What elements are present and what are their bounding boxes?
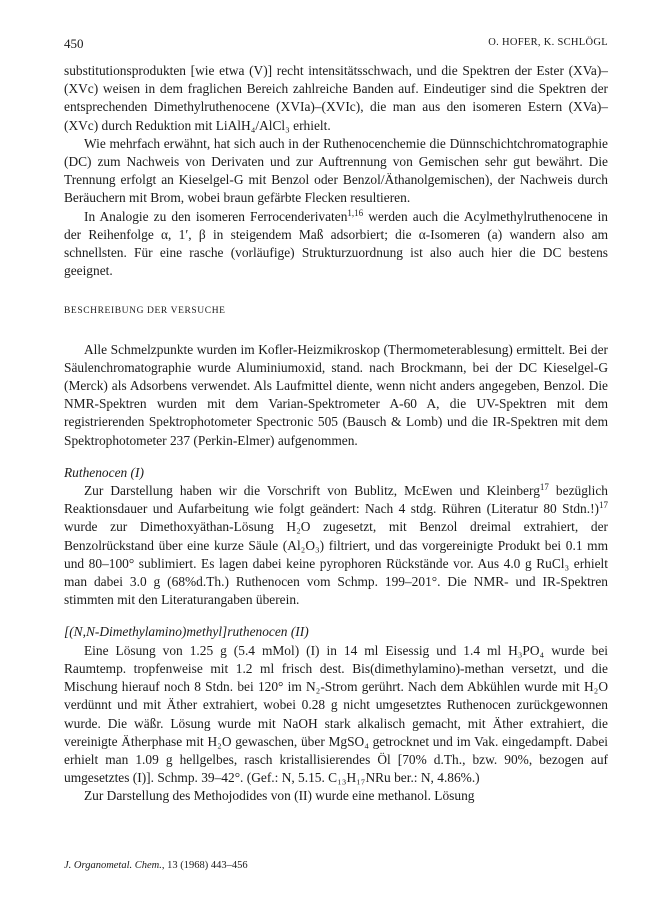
running-authors: O. HOFER, K. SCHLÖGL xyxy=(488,37,608,48)
ruthenocen-text-3: wurde zur Dimethoxyäthan-Lösung H₂O zugesetzt, mit Benzol dreimal extrahiert, der Benzolrückstand über eine kurze Säule (Al₂O₃) filtriert, und das vorgereinigte Produkt bei 0.1 mm und 80–100° sublimiert. Es lagen dabei keine pyrophoren Rückstände vor. Aus 4.0 g RuCl₃ erhielt man dabei 3.0 g (68%d.Th.) Ruthenocen vom Schmp. 199–201°. Die NMR- und IR-Spektren stimmten mit den Literaturangaben überein. xyxy=(64,519,608,608)
adsorption-text-a: In Analogie zu den isomeren Ferrocenderivaten xyxy=(84,208,348,224)
reference-marker: 1,16 xyxy=(347,207,364,218)
page-number: 450 xyxy=(64,36,84,51)
journal-reference: , 13 (1968) 443–456 xyxy=(161,860,248,871)
paragraph-compound-ii: Eine Lösung von 1.25 g (5.4 mMol) (I) in 14 ml Eisessig und 1.4 ml H₃PO₄ wurde bei Raumtemp. tropfenweise mit 1.2 ml frisch dest. Bis(dimethylamino)-methan versetzt, und die Mischung hierauf noch 8 Stdn. bei 120° im N₂-Strom gerührt. Nach dem Abkühlen wurde mit H₂O verdünnt und mit Äther extrahiert, wobei 0.28 g nicht umgesetztes Ruthenocen zurückgewonnen wurde. Die wäßr. Lösung wurde mit NaOH stark alkalisch gemacht, mit Äther extrahiert, die vereinigte Ätherphase mit H₂O gewaschen, über MgSO₄ getrocknet und im Vak. eingedampft. Dabei erhielt man 1.09 g hellgelbes, rasch kristallisierendes Öl [70% d.Th., bzw. 90%, bezogen auf umgesetztes (I)]. Schmp. 39–42°. (Gef.: N, 5.15. C₁₃H₁₇NRu ber.: N, 4.86%.) xyxy=(64,642,608,786)
paragraph-spectra: substitutionsprodukten [wie etwa (V)] recht intensitätsschwach, und die Spektren der Ester (XVa)–(XVc) weisen in dem fraglichen Bereich zahlreiche Banden auf. Eindeutiger sind die Spektren der entsprechenden Dimethylruthenocene (XVIa)–(XVIc), die man aus den isomeren Estern (XVa)–(XVc) durch Reduktion mit LiAlH₄/AlCl₃ erhielt. xyxy=(64,63,608,133)
ruthenocen-text-1: Zur Darstellung haben wir die Vorschrift von Bublitz, McEwen und Kleinberg xyxy=(84,483,540,499)
journal-name: J. Organometal. Chem. xyxy=(64,860,162,871)
journal-footer xyxy=(64,860,248,871)
ruthenocen-text-2: bezüglich Reaktionsdauer und Aufarbeitung wie folgt geändert: Nach 4 stdg. Rühren (Literatur 80 Stdn.!) xyxy=(64,483,608,517)
paragraph-tlc: Wie mehrfach erwähnt, hat sich auch in der Ruthenocenchemie die Dünnschichtchromatographie (DC) zum Nachweis von Derivaten und zur Auftrennung von Gemischen sehr gut bewährt. Die Trennung erfolgt an Kieselgel-G mit Benzol oder Benzol/Äthanolgemischen), der Nachweis durch Beräuchern mit Brom, wobei braun gefärbte Flecken resultieren. xyxy=(64,135,608,206)
running-header xyxy=(64,36,608,54)
article-body xyxy=(64,62,608,806)
paragraph-methojodid: Zur Darstellung des Methojodides von (II) wurde eine methanol. Lösung xyxy=(84,788,475,804)
section-title: BESCHREIBUNG DER VERSUCHE xyxy=(64,306,226,317)
reference-marker: 17 xyxy=(539,482,549,493)
paragraph-ruthenocen xyxy=(64,482,608,609)
paragraph-adsorption xyxy=(64,208,608,281)
heading-compound-ii: [(N,N-Dimethylamino)methyl]ruthenocen (II) xyxy=(64,624,309,640)
adsorption-text-b: werden auch die Acylmethylruthenocene in der Reihenfolge α, 1′, β in steigendem Maß adsorbiert; die α-Isomeren (a) wandern also am schnellsten. Für eine rasche (vorläufige) Strukturzuordnung ist also auch hier die DC bestens geeignet. xyxy=(64,208,608,279)
heading-ruthenocen: Ruthenocen (I) xyxy=(64,464,144,480)
paragraph-methods: Alle Schmelzpunkte wurden im Kofler-Heizmikroskop (Thermometerablesung) ermittelt. Bei der Säulenchromatographie wurde Aluminiumoxid, stand. nach Brockmann, bei der DC Kieselgel-G (Merck) als Adsorbens verwendet. Als Laufmittel diente, wenn nicht anders angegeben, Benzol. Die NMR-Spektren wurden mit dem Varian-Spektrometer A-60 A, die UV-Spektren mit dem registrierenden Spektrophotometer Spectronic 505 (Bausch & Lomb) und die IR-Spektren mit dem Spektrophotometer 237 (Perkin-Elmer) aufgenommen. xyxy=(64,341,608,448)
reference-marker: 17 xyxy=(599,500,608,511)
